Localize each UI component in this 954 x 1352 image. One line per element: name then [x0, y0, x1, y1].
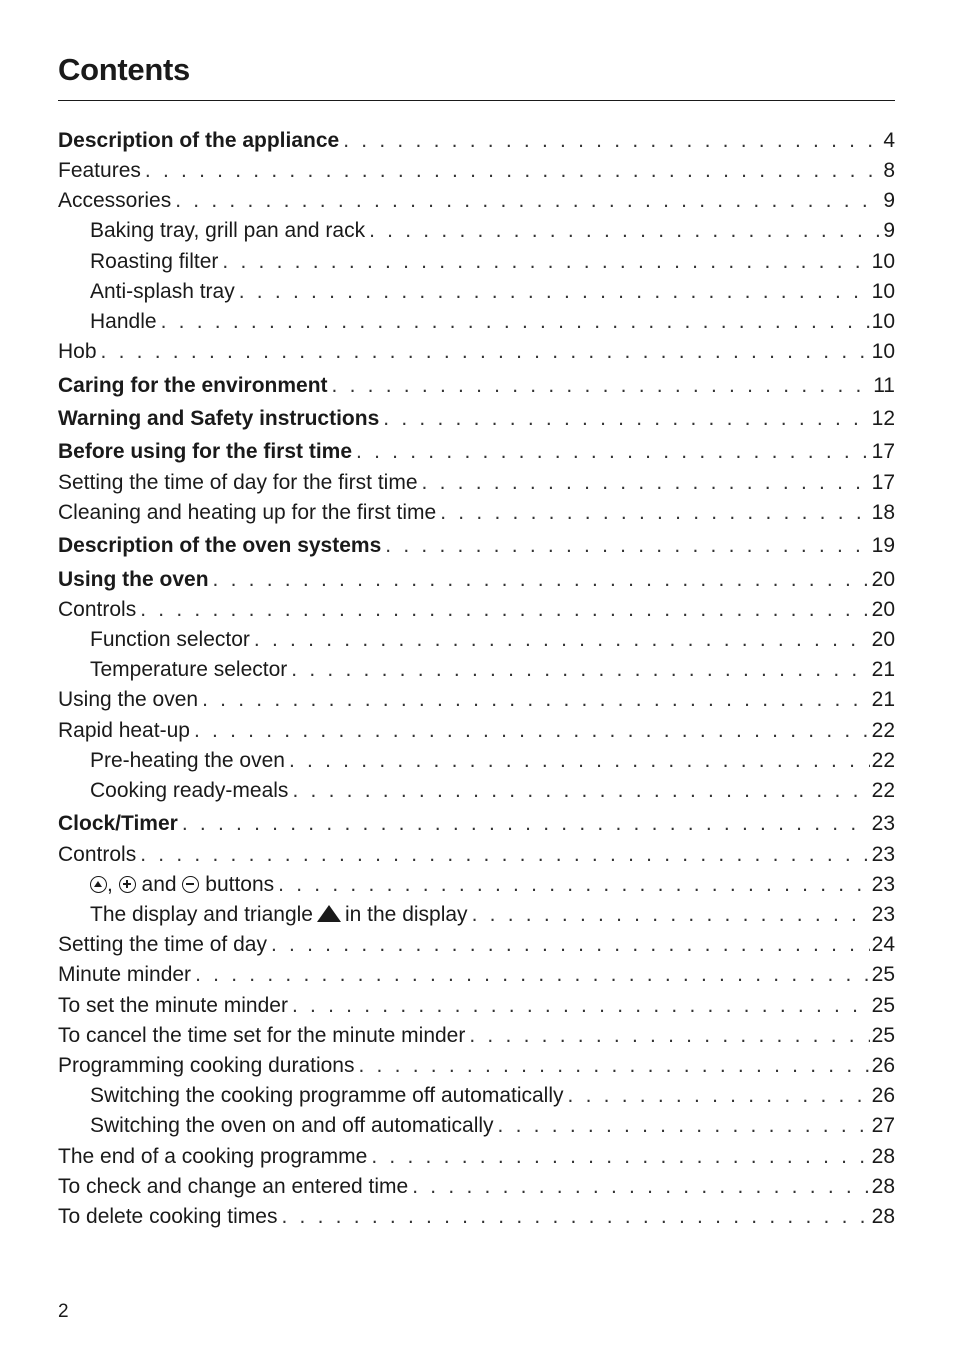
toc-entry-label: To check and change an entered time: [58, 1175, 409, 1198]
toc-entry-page: 18: [871, 501, 895, 524]
toc-entry-label: Pre-heating the oven: [90, 749, 285, 772]
toc-entry[interactable]: [58, 717, 895, 745]
toc-entry-page: 20: [871, 598, 895, 621]
toc-entry-label: Programming cooking durations: [58, 1054, 355, 1077]
dot-leader: [356, 438, 870, 466]
toc-entry[interactable]: [58, 372, 895, 400]
dot-leader: [271, 931, 870, 959]
dot-leader: [371, 1143, 869, 1171]
toc-entry-label: To delete cooking times: [58, 1205, 278, 1228]
dot-leader: [412, 1173, 869, 1201]
toc-entry[interactable]: [58, 338, 895, 366]
toc-entry[interactable]: [90, 747, 895, 775]
dot-leader: [278, 871, 869, 899]
dot-leader: [332, 372, 872, 400]
toc-entry-label: Caring for the environment: [58, 374, 328, 397]
dot-leader: [440, 499, 869, 527]
toc-entry-page: 27: [871, 1114, 895, 1137]
toc-entry[interactable]: [58, 1052, 895, 1080]
toc-entry-label: Roasting filter: [90, 250, 219, 273]
toc-entry[interactable]: [90, 656, 895, 684]
toc-entry[interactable]: [58, 1173, 895, 1201]
toc-entry-page: 24: [871, 933, 895, 956]
toc-entry-label: To set the minute minder: [58, 994, 288, 1017]
toc-entry-label: Features: [58, 159, 141, 182]
toc-entry-page: 10: [871, 250, 895, 273]
triangle-icon: [317, 905, 341, 922]
plus-circle-icon: [119, 876, 136, 893]
toc-entry-label: Function selector: [90, 628, 250, 651]
toc-entry[interactable]: [58, 1022, 895, 1050]
dot-leader: [145, 157, 881, 185]
toc-entry-label: Setting the time of day for the first time: [58, 471, 418, 494]
toc-entry-page: 22: [871, 719, 895, 742]
toc-entry-page: 28: [871, 1175, 895, 1198]
toc-entry-page: 21: [871, 658, 895, 681]
dot-leader: [140, 841, 869, 869]
toc-entry[interactable]: [58, 596, 895, 624]
toc-entry-page: 11: [873, 374, 895, 397]
dot-leader: [222, 248, 869, 276]
toc-entry-label: Rapid heat-up: [58, 719, 190, 742]
toc-entry[interactable]: [58, 499, 895, 527]
dot-leader: [343, 127, 881, 155]
toc-entry-label: Switching the oven on and off automatically: [90, 1114, 494, 1137]
toc-entry[interactable]: [90, 248, 895, 276]
toc-entry[interactable]: [58, 810, 895, 838]
toc-entry-label: Controls: [58, 843, 137, 866]
toc-entry[interactable]: [90, 217, 895, 245]
dot-leader: [472, 901, 870, 929]
toc-entry[interactable]: [58, 931, 895, 959]
dot-leader: [568, 1082, 870, 1110]
dot-leader: [202, 686, 870, 714]
toc-entry[interactable]: [58, 992, 895, 1020]
toc-entry-label: , and buttons: [90, 871, 274, 899]
dot-leader: [161, 308, 870, 336]
toc-entry-page: 20: [871, 628, 895, 651]
toc-entry-page: 22: [871, 749, 895, 772]
toc-entry-page: 10: [871, 280, 895, 303]
toc-entry-page: 25: [871, 994, 895, 1017]
dot-leader: [175, 187, 881, 215]
toc-entry[interactable]: [58, 1143, 895, 1171]
dot-leader: [101, 338, 870, 366]
toc-entry-page: 23: [871, 873, 895, 896]
toc-entry-page: 23: [871, 903, 895, 926]
up-circle-icon: [90, 876, 107, 893]
toc-entry[interactable]: [90, 626, 895, 654]
dot-leader: [358, 1052, 869, 1080]
toc-entry-page: 28: [871, 1205, 895, 1228]
toc-entry-page: 4: [883, 129, 895, 152]
dot-leader: [383, 405, 869, 433]
toc-entry-page: 9: [883, 189, 895, 212]
toc-entry[interactable]: [90, 308, 895, 336]
dot-leader: [213, 566, 870, 594]
toc-entry[interactable]: [90, 278, 895, 306]
toc-entry-page: 26: [871, 1084, 895, 1107]
dot-leader: [291, 656, 869, 684]
dot-leader: [289, 747, 870, 775]
toc-entry-page: 20: [871, 568, 895, 591]
toc-entry[interactable]: [58, 438, 895, 466]
toc-entry-label: Cooking ready-meals: [90, 779, 289, 802]
dot-leader: [422, 469, 870, 497]
toc-entry-label: Anti-splash tray: [90, 280, 235, 303]
toc-entry[interactable]: [58, 841, 895, 869]
toc-entry-page: 8: [883, 159, 895, 182]
toc-entry-label: Cleaning and heating up for the first time: [58, 501, 437, 524]
toc-entry-label: Before using for the first time: [58, 440, 353, 463]
toc-entry-page: 25: [871, 1024, 895, 1047]
title-divider: [58, 100, 895, 101]
page-number: 2: [58, 1301, 69, 1322]
toc-entry-page: 28: [871, 1145, 895, 1168]
toc-entry-label: Using the oven: [58, 568, 209, 591]
dot-leader: [195, 961, 870, 989]
dot-leader: [281, 1203, 869, 1231]
toc-entry-label: Setting the time of day: [58, 933, 267, 956]
toc-entry-label: Clock/Timer: [58, 812, 178, 835]
page-title: Contents: [58, 52, 190, 87]
toc-entry[interactable]: [58, 566, 895, 594]
toc-entry-page: 9: [883, 219, 895, 242]
toc-entry[interactable]: [58, 1203, 895, 1231]
toc-entry-label: Warning and Safety instructions: [58, 407, 380, 430]
toc-entry-page: 17: [871, 471, 895, 494]
toc-entry[interactable]: [90, 1112, 895, 1140]
toc-entry-label: Temperature selector: [90, 658, 288, 681]
dot-leader: [254, 626, 870, 654]
toc-entry-label: Hob: [58, 340, 97, 363]
toc-entry-label: Controls: [58, 598, 137, 621]
toc-entry-page: 23: [871, 812, 895, 835]
toc-entry[interactable]: [90, 901, 895, 929]
toc-entry-page: 19: [871, 534, 895, 557]
toc-entry[interactable]: [58, 686, 895, 714]
toc-entry-page: 12: [871, 407, 895, 430]
toc-entry[interactable]: [58, 157, 895, 185]
toc-entry-page: 21: [871, 688, 895, 711]
toc-entry-page: 10: [871, 340, 895, 363]
toc-entry-label: To cancel the time set for the minute minder: [58, 1024, 466, 1047]
toc-entry[interactable]: [58, 469, 895, 497]
toc-entry[interactable]: [90, 777, 895, 805]
dot-leader: [385, 532, 869, 560]
minus-circle-icon: [182, 876, 199, 893]
toc-entry-page: 17: [871, 440, 895, 463]
toc-entry-page: 10: [871, 310, 895, 333]
toc-entry[interactable]: [58, 961, 895, 989]
toc-entry-page: 26: [871, 1054, 895, 1077]
toc-entry-label: Minute minder: [58, 963, 192, 986]
toc-entry[interactable]: [58, 187, 895, 215]
dot-leader: [140, 596, 869, 624]
dot-leader: [292, 777, 869, 805]
toc-entry-label: Using the oven: [58, 688, 199, 711]
toc-entry-label: Description of the oven systems: [58, 534, 382, 557]
toc-entry[interactable]: [58, 405, 895, 433]
toc-entry[interactable]: [58, 532, 895, 560]
dot-leader: [239, 278, 870, 306]
toc-entry-label: The display and triangle in the display: [90, 903, 468, 926]
toc-entry-page: 25: [871, 963, 895, 986]
dot-leader: [292, 992, 870, 1020]
dot-leader: [369, 217, 881, 245]
toc-entry-label: Switching the cooking programme off automatically: [90, 1084, 564, 1107]
toc-entry-label: Baking tray, grill pan and rack: [90, 219, 366, 242]
dot-leader: [194, 717, 870, 745]
toc-entry-page: 23: [871, 843, 895, 866]
toc-entry[interactable]: [90, 871, 895, 899]
toc-entry-label: Description of the appliance: [58, 129, 340, 152]
toc-entry-page: 22: [871, 779, 895, 802]
dot-leader: [182, 810, 870, 838]
toc-entry-label: Handle: [90, 310, 157, 333]
toc-entry-label: The end of a cooking programme: [58, 1145, 368, 1168]
toc-entry[interactable]: [58, 127, 895, 155]
toc-entry[interactable]: [90, 1082, 895, 1110]
dot-leader: [469, 1022, 869, 1050]
dot-leader: [498, 1112, 870, 1140]
toc-entry-label: Accessories: [58, 189, 172, 212]
